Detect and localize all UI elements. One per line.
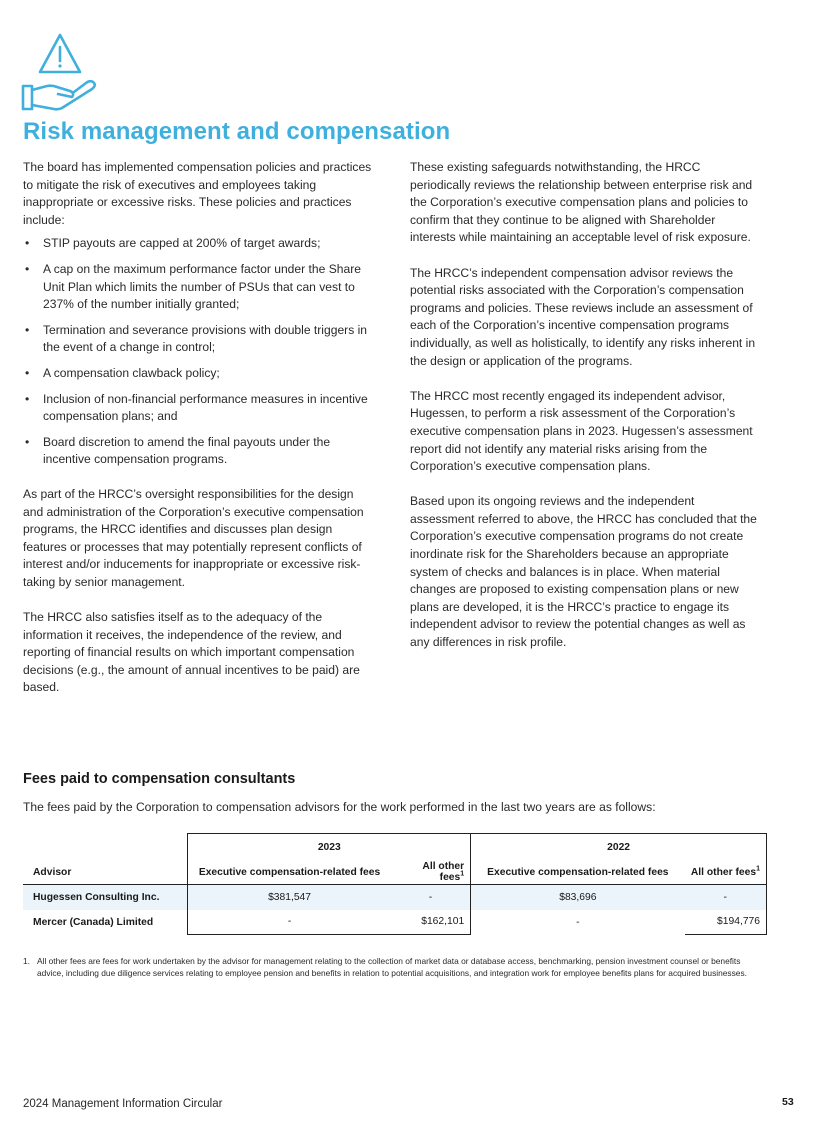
table-row xyxy=(23,910,767,935)
right-paragraph: The HRCC’s independent compensation advisor reviews the potential risks associated with the Corporation’s compensation programs and policies. These reviews include an assessment of each of the Corporation’s incentive compensation programs individually, as well as holistically, to identify any risks inherent in the design or application of the programs. xyxy=(410,265,756,368)
fees-table xyxy=(23,833,767,935)
list-item: • A compensation clawback policy; xyxy=(23,365,375,383)
risk-policy-list xyxy=(23,235,375,469)
table-cell: - xyxy=(685,885,767,910)
column-header: Executive compensation-related fees xyxy=(188,860,391,885)
footnote-mark: 1 xyxy=(460,870,465,878)
list-item: • STIP payouts are capped at 200% of target awards; xyxy=(23,235,375,253)
column-header: Executive compensation-related fees xyxy=(471,860,685,885)
risk-hand-icon xyxy=(20,32,100,112)
footnote-mark: 1 xyxy=(756,865,760,873)
list-item: • Inclusion of non-financial performance measures in incentive compensation plans; and xyxy=(23,391,375,426)
fees-heading: Fees paid to compensation consultants xyxy=(23,771,296,787)
left-column xyxy=(23,159,375,715)
column-header: All other fees$^1$ xyxy=(391,860,471,885)
advisor-cell: Hugessen Consulting Inc. xyxy=(33,891,160,903)
page-number: 53 xyxy=(782,1096,794,1108)
table-cell: $162,101 xyxy=(391,910,471,935)
advisor-column-header: Advisor xyxy=(23,860,188,885)
table-cell: $194,776 xyxy=(685,910,767,935)
table-cell: $83,696 xyxy=(559,891,597,903)
table-cell: - xyxy=(576,916,580,928)
table-cell: - xyxy=(391,885,471,910)
right-column xyxy=(410,159,762,669)
footnote xyxy=(23,955,768,980)
list-item: • Termination and severance provisions with double triggers in the event of a change in control; xyxy=(23,322,375,357)
list-item: • Board discretion to amend the final payouts under the incentive compensation programs. xyxy=(23,434,375,469)
footnote-text: All other fees are fees for work undertaken by the advisor for management relating to the collection of market data or database access, benchmarking, pension investment counsel or benefits advice, including due diligence services relating to employee pension and benefits in relation to potential acquisitions, and integration work for employee benefits plans for acquired businesses. xyxy=(37,956,747,979)
left-paragraph: As part of the HRCC’s oversight responsibilities for the design and administration of the Corporation’s executive compensation programs, the HRCC identifies and discusses plan design features or processes that may potentially represent conflicts of interest and/or inducements for inappropriate or excessive risk-taking by senior management. xyxy=(23,486,364,589)
right-paragraph: Based upon its ongoing reviews and the independent assessment referred to above, the HRCC has concluded that the Corporation’s executive compensation programs do not create inordinate risk for the Shareholders because an appropriate system of checks and balances is in place. When material changes are proposed to existing compensation plans or new plans are developed, it is the HRCC’s practice to engage its independent advisor to review the potential changes as well as any differences in risk profile. xyxy=(410,494,757,650)
year-header: 2022 xyxy=(471,834,767,861)
year-header: 2023 xyxy=(188,834,471,861)
empty-cell xyxy=(23,834,188,861)
fees-intro: The fees paid by the Corporation to compensation advisors for the work performed in the last two years are as follows: xyxy=(23,800,656,814)
footer-document-title: 2024 Management Information Circular xyxy=(23,1098,223,1110)
page-title: Risk management and compensation xyxy=(23,118,451,145)
left-intro: The board has implemented compensation policies and practices to mitigate the risk of executives and employees taking inappropriate or excessive risks. These policies and practices include: xyxy=(23,160,372,227)
advisor-cell: Mercer (Canada) Limited xyxy=(33,916,154,928)
table-row xyxy=(23,885,767,910)
table-cell: $381,547 xyxy=(188,885,391,910)
list-item: • A cap on the maximum performance factor under the Share Unit Plan which limits the number of PSUs that can vest to 237% of the number initially granted; xyxy=(23,261,375,314)
column-header: All other fees$^1$ xyxy=(685,860,767,885)
footnote-number: 1. xyxy=(23,956,30,966)
left-paragraph: The HRCC also satisfies itself as to the adequacy of the information it receives, the independence of the review, and reporting of financial results on which important compensation decisions (e.g., the amount of annual incentives to be paid) are based. xyxy=(23,610,360,695)
table-cell: - xyxy=(188,910,391,935)
right-paragraph: The HRCC most recently engaged its independent advisor, Hugessen, to perform a risk assessment of the Corporation’s executive compensation plans in 2023. Hugessen’s assessment report did not identify any material risks arising from the Corporation’s executive compensation plans. xyxy=(410,388,753,474)
right-paragraph: These existing safeguards notwithstanding, the HRCC periodically reviews the relationship between enterprise risk and the Corporation’s executive compensation plans and policies to confirm that they continue to be aligned with Shareholder interests while maintaining an acceptable level of risk exposure. xyxy=(410,160,753,245)
